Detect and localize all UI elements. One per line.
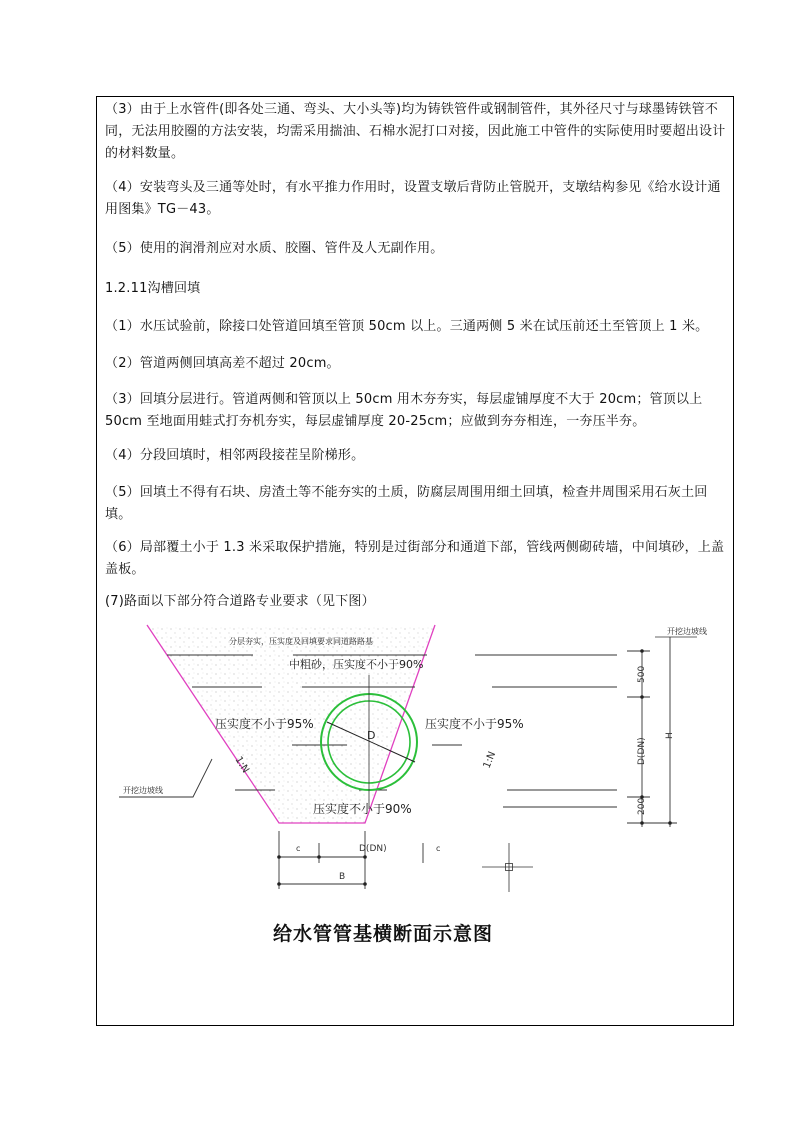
- dimension-h: H: [665, 732, 675, 739]
- diagram-title: 给水管管基横断面示意图: [273, 923, 494, 945]
- paragraph-shallow-cover: （6）局部覆土小于 1.3 米采取保护措施，特别是过街部分和通道下部，管线两侧砌砖墙，中间填砂，上盖盖板。: [105, 540, 725, 577]
- section-heading-backfill: 1.2.11沟槽回填: [105, 281, 201, 296]
- dimension-200: 200: [637, 797, 647, 815]
- paragraph-road-requirement: (7)路面以下部分符合道路专业要求（见下图）: [105, 594, 375, 609]
- paragraph-height-difference: （2）管道两侧回填高差不超过 20cm。: [105, 356, 340, 371]
- paragraph-stepped-joint: （4）分段回填时，相邻两段接茬呈阶梯形。: [105, 448, 365, 463]
- horizontal-dimension-lines: [279, 831, 423, 889]
- slope-left-label: 1:N: [232, 754, 251, 776]
- excavation-line-label-right: 开挖边坡线: [667, 627, 707, 636]
- dimension-c-left: c: [296, 844, 301, 853]
- right-compaction-label: 压实度不小于95%: [425, 717, 524, 731]
- paragraph-layered-backfill: （3）回填分层进行。管道两侧和管顶以上 50cm 用木夯夯实，每层虚铺厚度不大于 20cm；管顶以上 50cm 至地面用蛙式打夯机夯实，每层虚铺厚度 20-25cm；应做到夯夯相连，一夯压半夯。: [105, 392, 703, 429]
- dimension-500: 500: [637, 665, 647, 683]
- trench-cross-section-diagram: [97, 617, 733, 947]
- excavation-line-label-left: 开挖边坡线: [123, 786, 163, 795]
- dimension-ddn-horizontal: D(DN): [359, 844, 387, 854]
- dimension-b: B: [339, 872, 346, 882]
- slope-right-label: 1:N: [481, 750, 499, 771]
- paragraph-soil-quality: （5）回填土不得有石块、房渣土等不能夯实的土质，防腐层周围用细土回填，检查井周围采用石灰土回填。: [105, 485, 708, 522]
- paragraph-lubricant: （5）使用的润滑剂应对水质、胶圈、管件及人无副作用。: [105, 241, 444, 256]
- dimension-ddn-vertical: D(DN): [637, 737, 647, 765]
- top-note: 分层夯实，压实度及回填要求同道路路基: [229, 637, 373, 646]
- vertical-dimension-lines: [627, 637, 677, 827]
- paragraph-pipe-fittings: （3）由于上水管件(即各处三通、弯头、大小头等)均为铸铁管件或钢制管件，其外径尺寸与球墨铸铁管不同，无法用胶圈的方法安装，均需采用揣油、石棉水泥打口对接，因此施工中管件的实际使用时要超出设计的材料数量。: [105, 102, 726, 161]
- horizontal-dimension-ticks: [277, 855, 367, 886]
- sand-note: 中粗砂，压实度不小于90%: [289, 658, 424, 671]
- paragraph-bend-thrust: （4）安装弯头及三通等处时，有水平推力作用时，设置支墩后背防止管脱开，支墩结构参见《给水设计通用图集》TG－43。: [105, 180, 721, 217]
- centerline-cross-mark: [482, 843, 533, 892]
- paragraph-pressure-test: （1）水压试验前，除接口处管道回填至管顶 50cm 以上。三通两侧 5 米在试压前还土至管顶上 1 米。: [105, 319, 709, 334]
- dimension-c-right: c: [436, 844, 441, 853]
- bottom-compaction-label: 压实度不小于90%: [313, 802, 412, 816]
- pipe-diameter-label: D: [367, 729, 376, 742]
- left-compaction-label: 压实度不小于95%: [215, 717, 314, 731]
- document-frame: [96, 96, 734, 1026]
